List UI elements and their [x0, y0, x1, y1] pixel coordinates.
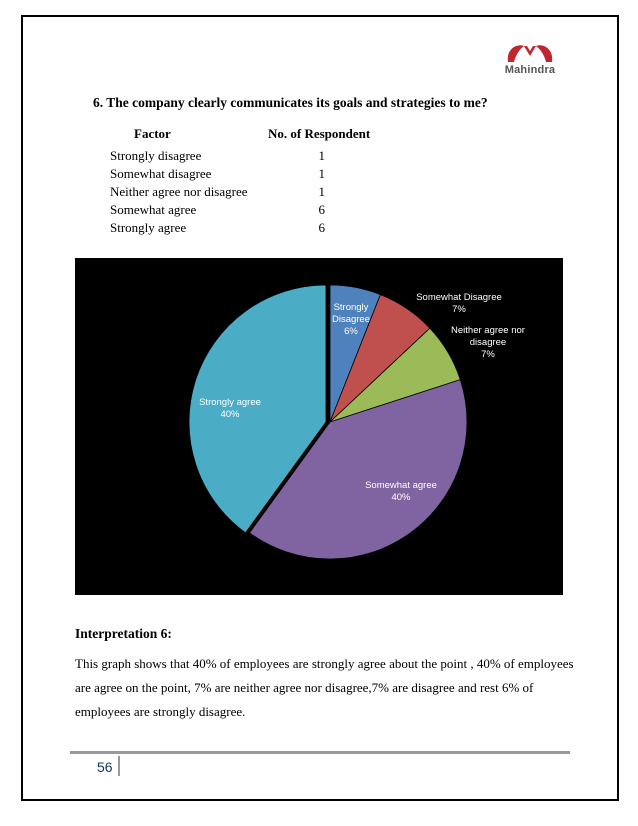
- table-cell-factor: Strongly agree: [110, 220, 187, 235]
- mahindra-logo: [494, 40, 566, 80]
- table-cell-count: 6: [318, 220, 325, 235]
- pie-label-strongly-disagree: Strongly Disagree 6%: [331, 302, 371, 337]
- table-row: [110, 166, 340, 184]
- table-cell-factor: Strongly disagree: [110, 148, 202, 163]
- pie-chart-svg: [75, 258, 563, 595]
- footer-divider: [70, 751, 570, 754]
- table-header-count: No. of Respondent: [268, 126, 371, 141]
- table-row: [110, 184, 340, 202]
- table-cell-count: 1: [318, 166, 325, 181]
- question-heading: 6. The company clearly communicates its goals and strategies to me?: [93, 95, 488, 110]
- table-row: [110, 220, 340, 238]
- table-cell-count: 1: [318, 184, 325, 199]
- table-header-factor: Factor: [134, 126, 171, 141]
- table-row: [110, 148, 340, 166]
- table-cell-factor: Neither agree nor disagree: [110, 184, 248, 199]
- table-cell-count: 6: [318, 202, 325, 217]
- interpretation-title: Interpretation 6:: [75, 626, 172, 641]
- pie-label-strongly-agree: Strongly agree 40%: [199, 397, 261, 420]
- pie-label-neither-agree-nor-disagree: Neither agree nor disagree 7%: [451, 325, 525, 360]
- mahindra-logo-icon: [494, 40, 566, 66]
- table-cell-factor: Somewhat disagree: [110, 166, 212, 181]
- page-number: 56: [97, 759, 113, 775]
- table-row: [110, 202, 340, 220]
- pie-label-somewhat-disagree: Somewhat Disagree 7%: [416, 292, 502, 315]
- table-cell-factor: Somewhat agree: [110, 202, 197, 217]
- interpretation-text: This graph shows that 40% of employees are strongly agree about the point , 40% of employees are agree on the point, 7% are neither agree nor disagree,7% are disagree and rest 6% of employees are strongly disagree.: [75, 656, 574, 719]
- table-cell-count: 1: [318, 148, 325, 163]
- pie-chart: [75, 258, 563, 595]
- logo-text: Mahindra: [504, 64, 556, 76]
- footer-bar: [118, 756, 120, 776]
- pie-label-somewhat-agree: Somewhat agree 40%: [365, 480, 437, 503]
